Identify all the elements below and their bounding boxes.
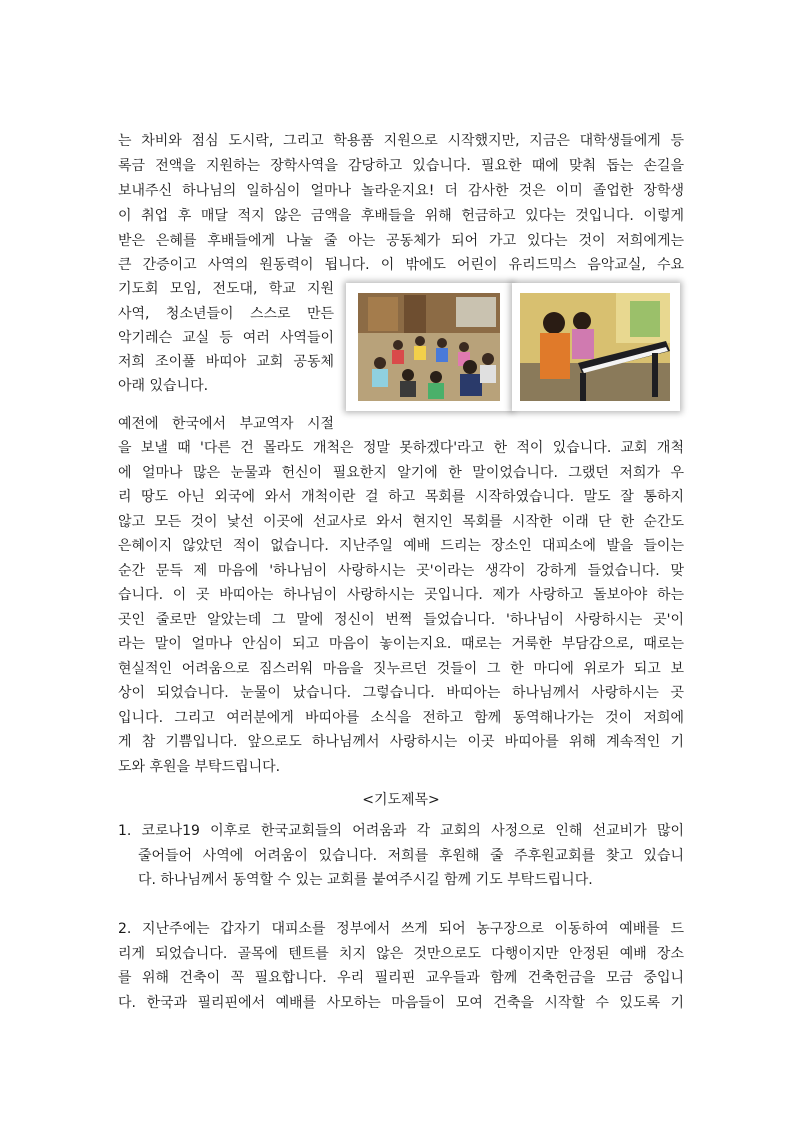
paragraph-line: 리 땅도 아닌 외국에 와서 개척이란 걸 하고 목회를 시작하였습니다. 말도 잘 통하지 xyxy=(118,489,684,505)
paragraph-line: 않고 모든 것이 낯선 이곳에 선교사로 와서 현지인 목회를 시작한 이래 단 한 순간도 xyxy=(118,514,684,530)
paragraph-line: 순간 문득 제 마음에 '하나님이 사랑하시는 곳'이라는 생각이 강하게 들었습니다. 맞 xyxy=(118,563,684,579)
prayer-item-line: 를 위해 건축이 꼭 필요합니다. 우리 필리핀 교우들과 함께 건축헌금을 모금 중입니 xyxy=(118,970,684,986)
paragraph-line: 곳인 줄로만 알았는데 그 말에 정신이 번쩍 들었습니다. '하나님이 사랑하시는 곳'이 xyxy=(118,612,684,628)
paragraph-line: 습니다. 이 곳 바띠아는 하나님이 사랑하시는 곳입니다. 제가 사랑하고 돌보아야 하는 xyxy=(118,587,684,603)
paragraph-line: 저희 조이풀 바띠아 교회 공동체 xyxy=(118,354,334,370)
paragraph-line: 게 참 기쁨입니다. 앞으로도 하나님께서 사랑하시는 이곳 바띠아를 위해 계속적인 기 xyxy=(118,734,684,750)
paragraph-line: 을 보낼 때 '다른 건 몰라도 개척은 정말 못하겠다'라고 한 적이 있습니다. 교회 개척 xyxy=(118,440,684,456)
paragraph-line: 받은 은혜를 후배들에게 나눌 줄 아는 공동체가 되어 가고 있다는 것이 저희에게는 xyxy=(118,233,684,249)
paragraph-line: 현실적인 어려움으로 짐스러워 마음을 짓누르던 것들이 그 한 마디에 위로가 되고 보 xyxy=(118,661,684,677)
paragraph-line: 사역, 청소년들이 스스로 만든 xyxy=(118,306,334,322)
prayer-item-line: 줄어들어 사역에 어려움이 있습니다. 저희를 후원해 줄 주후원교회를 찾고 있습니 xyxy=(138,848,684,864)
paragraph-line: 는 차비와 점심 도시락, 그리고 학용품 지원으로 시작했지만, 지금은 대학생들에게 등 xyxy=(118,133,684,149)
paragraph-line: 아래 있습니다. xyxy=(118,378,209,394)
prayer-item-line: 다. 한국과 필리핀에서 예배를 사모하는 마음들이 모여 건축을 시작할 수 있도록 기 xyxy=(118,995,684,1011)
paragraph-line: 예전에 한국에서 부교역자 시절 xyxy=(118,416,334,432)
prayer-item-line: 2. 지난주에는 갑자기 대피소를 정부에서 쓰게 되어 농구장으로 이동하여 예배를 드 xyxy=(118,921,684,937)
paragraph-line: 보내주신 하나님의 일하심이 얼마나 놀라운지요! 더 감사한 것은 이미 졸업한 장학생 xyxy=(118,183,684,199)
paragraph-line: 입니다. 그리고 여러분에게 바띠아를 소식을 전하고 함께 동역해나가는 것이 저희에 xyxy=(118,710,684,726)
paragraph-line: 록금 전액을 지원하는 장학사역을 감당하고 있습니다. 필요한 때에 맞춰 돕는 손길을 xyxy=(118,158,684,174)
paragraph-line: 기도회 모임, 전도대, 학교 지원 xyxy=(118,281,334,297)
paragraph-line: 에 얼마나 많은 눈물과 헌신이 필요한지 알기에 한 말이었습니다. 그랬던 저희가 우 xyxy=(118,465,684,481)
paragraph-line: 상이 되었습니다. 눈물이 났습니다. 그렇습니다. 바띠아는 하나님께서 사랑하시는 곳 xyxy=(118,685,684,701)
paragraph-line: 라는 말이 얼마나 안심이 되고 마음이 놓이는지요. 때로는 거룩한 부담감으로, 때로는 xyxy=(118,636,684,652)
prayer-item-line: 다. 하나님께서 동역할 수 있는 교회를 붙여주시길 함께 기도 부탁드립니다. xyxy=(138,872,593,888)
prayer-item-line: 리게 되었습니다. 골목에 텐트를 치지 않은 것만으로도 다행이지만 안정된 예배 장소 xyxy=(118,946,684,962)
photo-children-circle xyxy=(346,283,512,411)
photo-keyboard-lesson xyxy=(512,283,680,411)
prayer-heading: <기도제목> xyxy=(362,792,440,808)
paragraph-line: 은혜이지 않았던 적이 없습니다. 지난주일 예배 드리는 장소인 대피소에 발을 들이는 xyxy=(118,538,684,554)
paragraph-line: 악기레슨 교실 등 여러 사역들이 xyxy=(118,330,334,346)
paragraph-line: 큰 간증이고 사역의 원동력이 됩니다. 이 밖에도 어린이 유리드믹스 음악교실, 수요 xyxy=(118,257,684,273)
paragraph-line: 도와 후원을 부탁드립니다. xyxy=(118,759,281,775)
prayer-item-line: 1. 코로나19 이후로 한국교회들의 어려움과 각 교회의 사정으로 인해 선교비가 많이 xyxy=(118,823,684,839)
paragraph-line: 이 취업 후 매달 적지 않은 금액을 후배들을 위해 헌금하고 있다는 것입니다. 이렇게 xyxy=(118,208,684,224)
